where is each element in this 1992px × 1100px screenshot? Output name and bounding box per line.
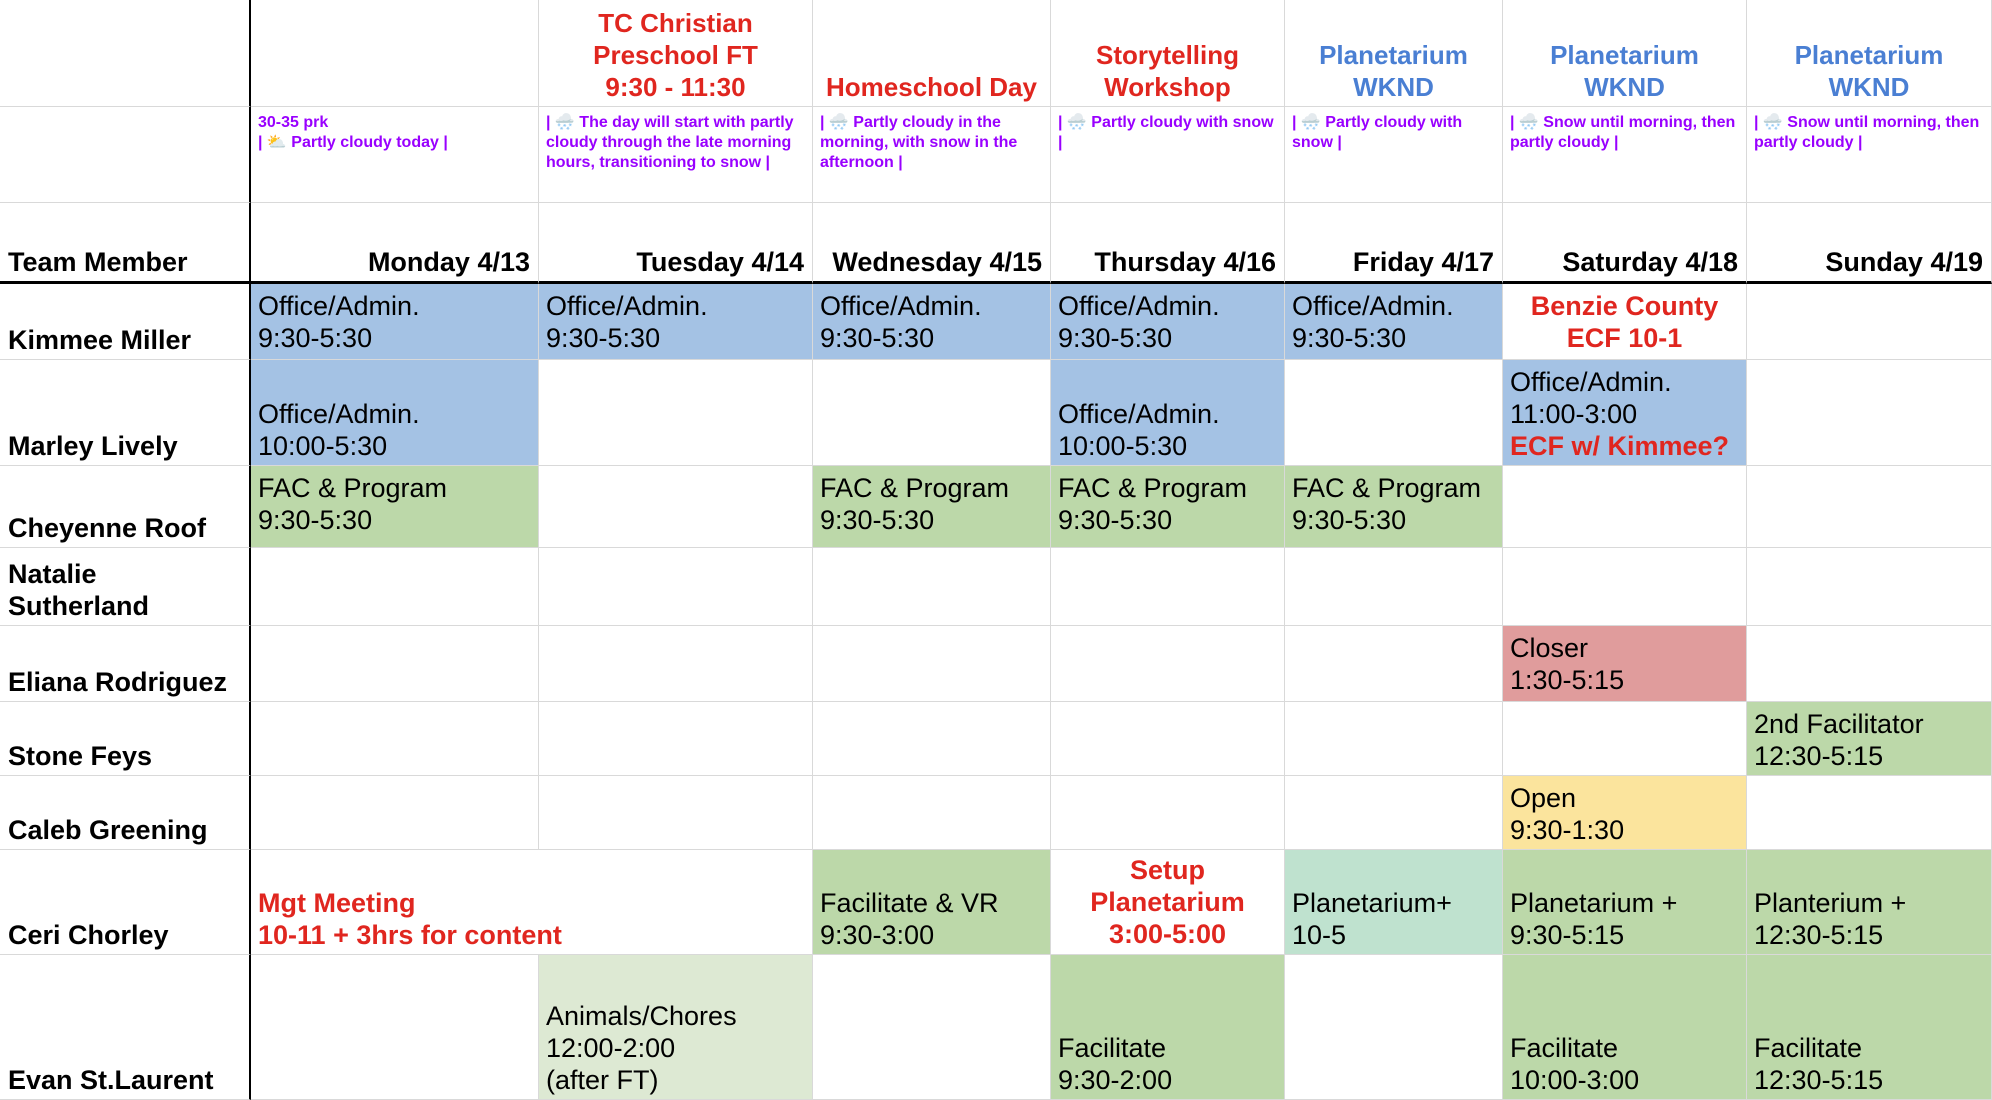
shift-text: Office/Admin. 10:00-5:30 (258, 399, 420, 461)
shift-cell[interactable] (813, 284, 1051, 360)
shift-cell[interactable] (251, 702, 539, 776)
shift-block (251, 398, 538, 462)
shift-cell[interactable] (1285, 702, 1503, 776)
shift-text: Facilitate & VR 9:30-3:00 (820, 888, 999, 950)
shift-block (539, 290, 812, 354)
shift-block (1503, 290, 1746, 354)
shift-cell[interactable] (813, 360, 1051, 466)
weather-cell[interactable] (1051, 107, 1285, 203)
shift-text: Planterium + 12:30-5:15 (1754, 888, 1907, 950)
shift-cell[interactable] (813, 850, 1051, 955)
day-header[interactable] (251, 203, 539, 284)
day-header[interactable] (1285, 203, 1503, 284)
shift-cell[interactable] (813, 776, 1051, 850)
day-label: Monday 4/13 (367, 247, 530, 277)
day-header[interactable] (1747, 203, 1992, 284)
event-title: Planetarium WKND (1550, 40, 1699, 102)
shift-block (251, 887, 812, 951)
shift-text: Mgt Meeting 10-11 + 3hrs for content (258, 888, 562, 950)
shift-block (251, 472, 538, 536)
shift-cell[interactable] (813, 626, 1051, 702)
event-title: Storytelling Workshop (1095, 40, 1239, 102)
shift-cell[interactable] (1285, 548, 1503, 626)
shift-cell[interactable] (1747, 776, 1992, 850)
shift-text: Planetarium + 9:30-5:15 (1510, 888, 1678, 950)
shift-cell[interactable] (251, 626, 539, 702)
shift-cell[interactable] (1051, 776, 1285, 850)
shift-text: Office/Admin. 11:00-3:00 (1510, 367, 1672, 429)
shift-cell[interactable] (813, 702, 1051, 776)
weather-cell[interactable] (1285, 107, 1503, 203)
event-title: Homeschool Day (826, 72, 1037, 102)
shift-text: Animals/Chores 12:00-2:00 (after FT) (546, 1001, 737, 1095)
shift-cell[interactable] (539, 284, 813, 360)
shift-cell[interactable] (1747, 955, 1992, 1100)
shift-text: Facilitate 12:30-5:15 (1754, 1033, 1884, 1095)
shift-block (539, 1000, 812, 1096)
shift-cell[interactable] (251, 776, 539, 850)
shift-cell[interactable] (251, 955, 539, 1100)
member-name-cell[interactable] (0, 850, 251, 955)
shift-cell[interactable] (539, 466, 813, 548)
shift-cell[interactable] (251, 466, 539, 548)
shift-cell[interactable] (1503, 702, 1747, 776)
shift-cell[interactable] (251, 360, 539, 466)
shift-block (1503, 632, 1746, 696)
member-name-cell[interactable] (0, 776, 251, 850)
shift-cell[interactable] (1285, 284, 1503, 360)
event-header-cell[interactable] (1051, 0, 1285, 107)
shift-note: ECF w/ Kimmee? (1510, 431, 1730, 461)
shift-cell[interactable] (1503, 626, 1747, 702)
shift-text: Facilitate 9:30-2:00 (1058, 1033, 1173, 1095)
shift-cell[interactable] (539, 360, 813, 466)
shift-cell[interactable] (1051, 702, 1285, 776)
shift-cell[interactable] (1051, 360, 1285, 466)
shift-block (251, 290, 538, 354)
event-title: Planetarium WKND (1794, 40, 1944, 102)
shift-text: Office/Admin. 10:00-5:30 (1058, 399, 1220, 461)
shift-block (1285, 887, 1502, 951)
team-member-header[interactable] (0, 203, 251, 284)
shift-text: Planetarium+ 10-5 (1292, 888, 1452, 950)
shift-cell[interactable] (813, 548, 1051, 626)
team-member-label: Team Member (8, 247, 188, 277)
shift-block (1503, 366, 1746, 462)
weather-cell[interactable] (251, 107, 539, 203)
shift-block (1051, 290, 1284, 354)
weather-cell[interactable] (1503, 107, 1747, 203)
shift-cell[interactable] (1747, 850, 1992, 955)
weather-note: 30-35 prk | ⛅ Partly cloudy today | (258, 114, 448, 151)
shift-cell[interactable] (1503, 284, 1747, 360)
shift-text: Office/Admin. 9:30-5:30 (546, 291, 708, 353)
shift-block (1285, 472, 1502, 536)
shift-text: Closer 1:30-5:15 (1510, 633, 1625, 695)
weather-note: | 🌨️ Snow until morning, then partly cloudy | (1510, 114, 1736, 151)
shift-text: FAC & Program 9:30-5:30 (820, 473, 1010, 535)
shift-cell[interactable] (1503, 360, 1747, 466)
weather-cell[interactable] (1747, 107, 1992, 203)
shift-cell[interactable] (1051, 626, 1285, 702)
shift-block (1503, 887, 1746, 951)
shift-block (1285, 290, 1502, 354)
shift-cell[interactable] (1051, 284, 1285, 360)
shift-text: FAC & Program 9:30-5:30 (1058, 473, 1248, 535)
day-header[interactable] (1051, 203, 1285, 284)
day-header[interactable] (813, 203, 1051, 284)
member-name: Evan St.Laurent (8, 1065, 214, 1095)
member-name-cell[interactable] (0, 360, 251, 466)
day-label: Thursday 4/16 (1094, 247, 1276, 277)
day-label: Sunday 4/19 (1825, 247, 1983, 277)
member-name-cell[interactable] (0, 955, 251, 1100)
shift-cell[interactable] (813, 466, 1051, 548)
event-header-cell[interactable] (251, 0, 539, 107)
shift-block (1503, 1032, 1746, 1096)
event-title: Planetarium WKND (1319, 40, 1468, 102)
header-cell[interactable] (0, 107, 251, 203)
member-name: Marley Lively (8, 431, 178, 461)
shift-text: Office/Admin. 9:30-5:30 (1058, 291, 1220, 353)
weather-cell[interactable] (813, 107, 1051, 203)
shift-block (1051, 1032, 1284, 1096)
shift-cell[interactable] (1285, 626, 1503, 702)
shift-cell[interactable] (539, 955, 813, 1100)
member-name-cell[interactable] (0, 702, 251, 776)
shift-cell[interactable] (1051, 466, 1285, 548)
shift-block (1051, 854, 1284, 950)
shift-block (813, 290, 1050, 354)
member-name: Ceri Chorley (8, 920, 169, 950)
event-header-cell[interactable] (813, 0, 1051, 107)
weather-note: | 🌨️ The day will start with partly cloudy through the late morning hours, transitioning to snow | (546, 114, 794, 171)
event-header-cell[interactable] (1285, 0, 1503, 107)
shift-text: FAC & Program 9:30-5:30 (258, 473, 448, 535)
weather-note: | 🌨️ Partly cloudy with snow | (1058, 114, 1274, 151)
shift-cell[interactable] (1503, 466, 1747, 548)
day-header[interactable] (1503, 203, 1747, 284)
shift-cell[interactable] (539, 702, 813, 776)
shift-text: Benzie County ECF 10-1 (1530, 290, 1719, 353)
shift-cell[interactable] (1285, 955, 1503, 1100)
member-name-cell[interactable] (0, 548, 251, 626)
shift-text: Office/Admin. 9:30-5:30 (258, 291, 420, 353)
shift-block (813, 887, 1050, 951)
member-name: Natalie Sutherland (8, 559, 150, 621)
shift-cell[interactable] (1503, 850, 1747, 955)
member-name: Caleb Greening (8, 815, 208, 845)
shift-cell[interactable] (1747, 548, 1992, 626)
weather-note: | 🌨️ Partly cloudy in the morning, with snow in the afternoon | (820, 114, 1018, 171)
shift-cell[interactable] (1051, 548, 1285, 626)
shift-block (1503, 782, 1746, 846)
shift-text: Office/Admin. 9:30-5:30 (1292, 291, 1454, 353)
shift-block (813, 472, 1050, 536)
event-header-cell[interactable] (1503, 0, 1747, 107)
shift-cell[interactable] (1747, 702, 1992, 776)
shift-cell[interactable] (1503, 776, 1747, 850)
shift-block (1747, 1032, 1991, 1096)
shift-cell[interactable] (1747, 466, 1992, 548)
shift-text: Open 9:30-1:30 (1510, 783, 1625, 845)
day-label: Friday 4/17 (1352, 247, 1494, 277)
member-name: Kimmee Miller (8, 325, 192, 355)
shift-cell[interactable] (1285, 466, 1503, 548)
day-label: Saturday 4/18 (1562, 247, 1738, 277)
day-label: Wednesday 4/15 (832, 247, 1042, 277)
shift-cell[interactable] (1503, 955, 1747, 1100)
day-header[interactable] (539, 203, 813, 284)
shift-cell[interactable] (1285, 776, 1503, 850)
shift-cell[interactable] (539, 548, 813, 626)
shift-cell[interactable] (1051, 955, 1285, 1100)
shift-cell[interactable] (539, 626, 813, 702)
event-header-cell[interactable] (1747, 0, 1992, 107)
day-label: Tuesday 4/14 (636, 247, 804, 277)
shift-text: Facilitate 10:00-3:00 (1510, 1033, 1640, 1095)
shift-block (1747, 708, 1991, 772)
shift-cell[interactable] (251, 284, 539, 360)
member-name-cell[interactable] (0, 466, 251, 548)
event-title: TC Christian Preschool FT 9:30 - 11:30 (593, 8, 758, 102)
member-name-cell[interactable] (0, 626, 251, 702)
shift-cell[interactable] (1747, 284, 1992, 360)
shift-cell[interactable] (1503, 548, 1747, 626)
member-name: Eliana Rodriguez (8, 667, 228, 697)
member-name: Cheyenne Roof (8, 513, 207, 543)
shift-cell[interactable] (251, 850, 813, 955)
shift-text: 2nd Facilitator 12:30-5:15 (1754, 709, 1924, 771)
event-header-cell[interactable] (539, 0, 813, 107)
shift-text: FAC & Program 9:30-5:30 (1292, 473, 1482, 535)
shift-cell[interactable] (813, 955, 1051, 1100)
shift-block (1747, 887, 1991, 951)
shift-cell[interactable] (1285, 850, 1503, 955)
weather-cell[interactable] (539, 107, 813, 203)
shift-cell[interactable] (1051, 850, 1285, 955)
header-cell[interactable] (0, 0, 251, 107)
weather-note: | 🌨️ Snow until morning, then partly cloudy | (1754, 114, 1980, 151)
shift-cell[interactable] (1285, 360, 1503, 466)
shift-text: Office/Admin. 9:30-5:30 (820, 291, 982, 353)
shift-block (1051, 398, 1284, 462)
shift-cell[interactable] (539, 776, 813, 850)
shift-block (1051, 472, 1284, 536)
weather-note: | 🌨️ Partly cloudy with snow | (1292, 114, 1463, 151)
member-name-cell[interactable] (0, 284, 251, 360)
shift-cell[interactable] (251, 548, 539, 626)
shift-cell[interactable] (1747, 626, 1992, 702)
member-name: Stone Feys (8, 741, 153, 771)
shift-cell[interactable] (1747, 360, 1992, 466)
shift-text: Setup Planetarium 3:00-5:00 (1090, 855, 1245, 949)
